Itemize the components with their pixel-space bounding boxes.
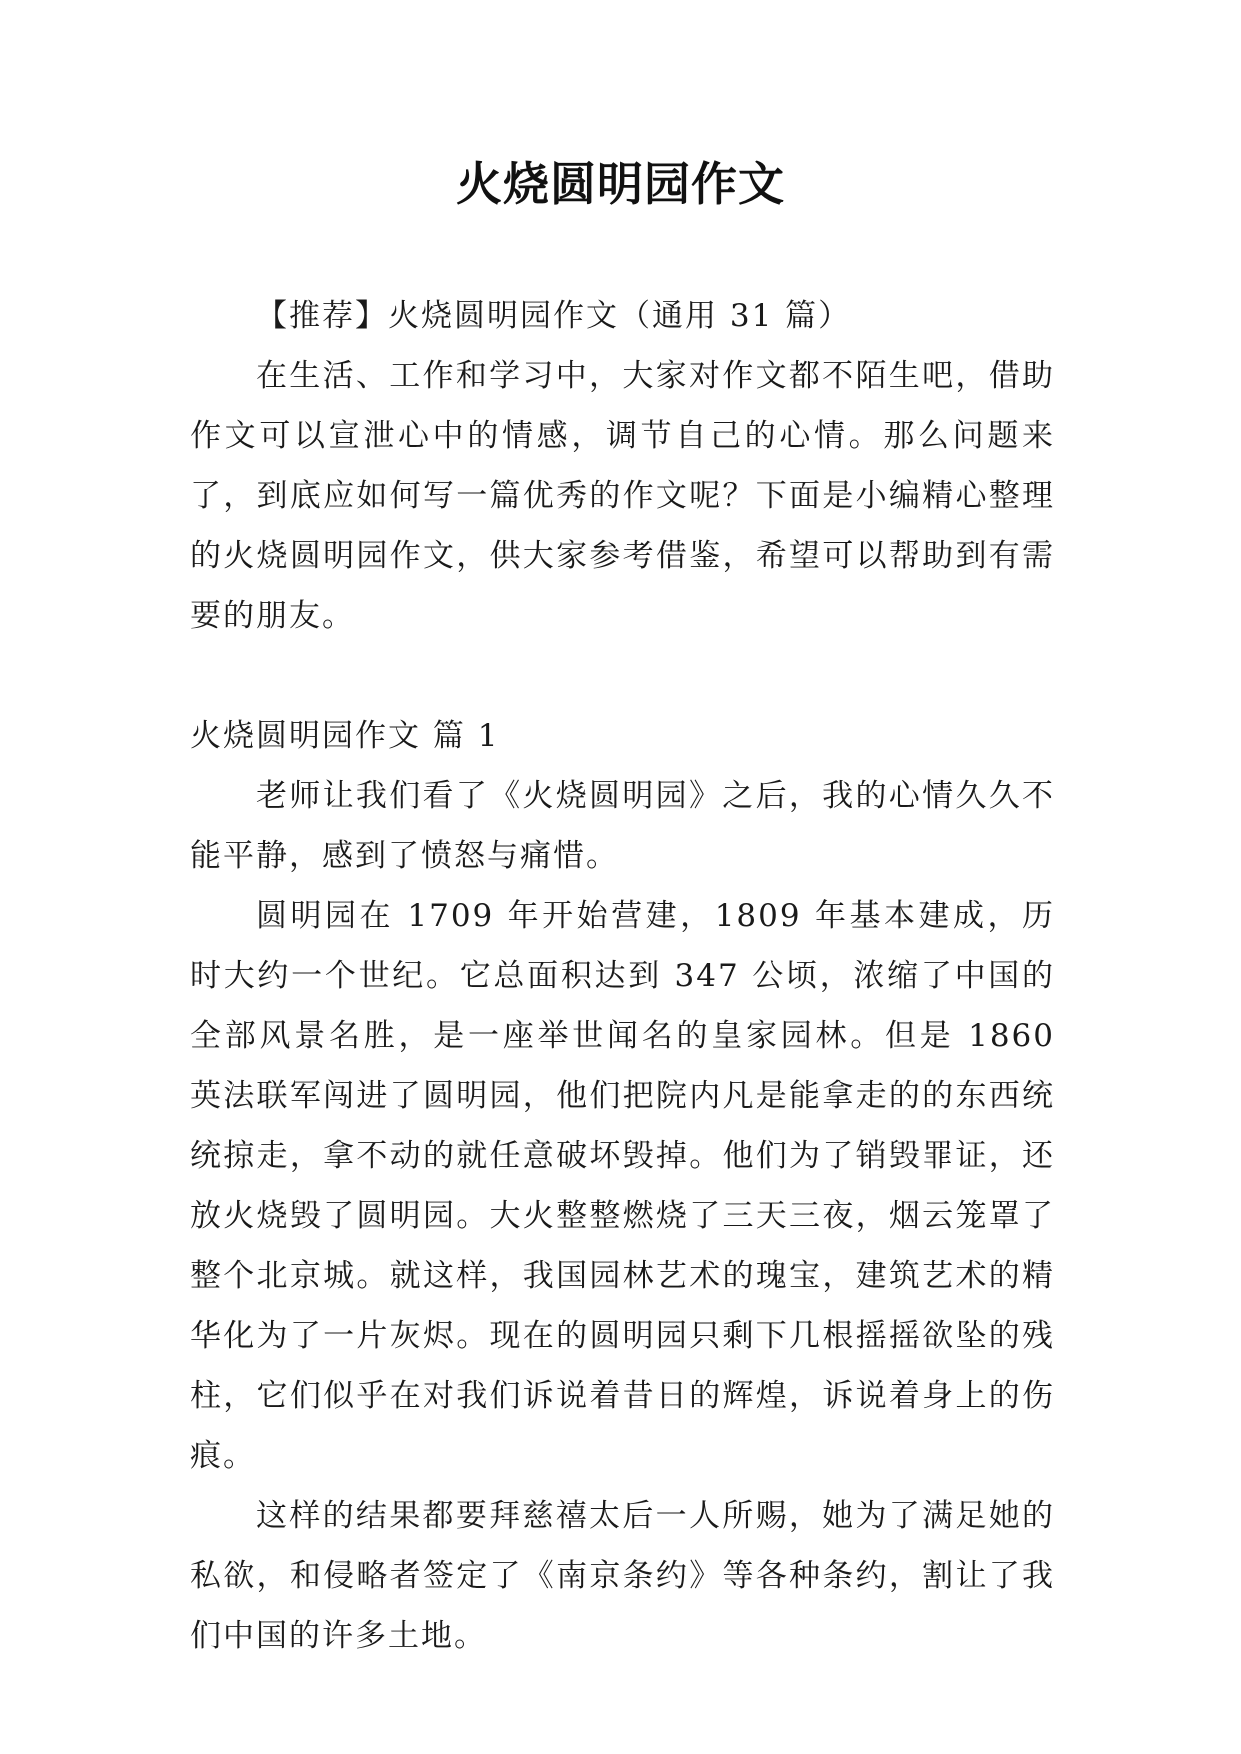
section-spacer <box>190 646 1055 706</box>
body-paragraph-1: 老师让我们看了《火烧圆明园》之后，我的心情久久不能平静，感到了愤怒与痛惜。 <box>190 778 1055 874</box>
body-paragraph-2: 圆明园在 1709 年开始营建，1809 年基本建成，历时大约一个世纪。它总面积达到 347 公顷，浓缩了中国的全部风景名胜，是一座举世闻名的皇家园林。但是 1860 英法联军闯进了圆明园，他们把院内凡是能拿走的的东西统统掠走，拿不动的就任意破坏毁掉。他们为了销毁罪证，还放火烧毁了圆明园。大火整整燃烧了三天三夜，烟云笼罩了整个北京城。就这样，我国园林艺术的瑰宝，建筑艺术的精华化为了一片灰烬。现在的圆明园只剩下几根摇摇欲坠的残柱，它们似乎在对我们诉说着昔日的辉煌，诉说着身上的伤痕。 <box>190 898 1055 1474</box>
section-heading: 火烧圆明园作文 篇 1 <box>190 718 500 754</box>
document-title: 火烧圆明园作文 <box>456 157 785 211</box>
intro-heading: 【推荐】火烧圆明园作文（通用 31 篇） <box>256 298 852 334</box>
body-paragraph-3: 这样的结果都要拜慈禧太后一人所赐，她为了满足她的私欲，和侵略者签定了《南京条约》等各种条约，割让了我们中国的许多土地。 <box>190 1498 1055 1654</box>
document-body <box>190 286 1055 1666</box>
intro-paragraph: 在生活、工作和学习中，大家对作文都不陌生吧，借助作文可以宣泄心中的情感，调节自己的心情。那么问题来了，到底应如何写一篇优秀的作文呢？下面是小编精心整理的火烧圆明园作文，供大家参考借鉴，希望可以帮助到有需要的朋友。 <box>190 358 1055 634</box>
